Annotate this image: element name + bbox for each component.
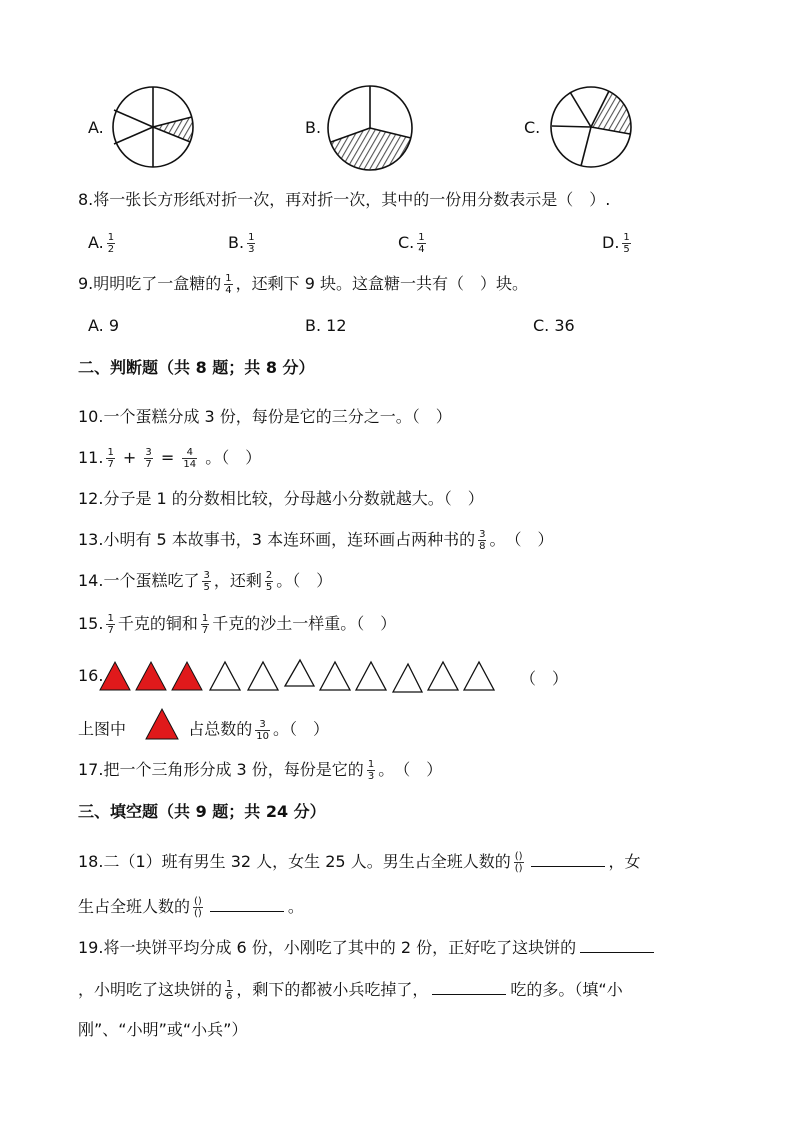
white-triangle bbox=[320, 662, 350, 690]
answer-blank[interactable] bbox=[432, 980, 506, 995]
pie-chart-a bbox=[110, 84, 196, 170]
white-triangle bbox=[285, 660, 314, 686]
question-16-paren: （ ） bbox=[520, 669, 569, 688]
question-15: 15. $\frac{1}{7}$ 千克的铜和 $\frac{1}{7}$ 千克的沙土一样重。（ ） bbox=[78, 613, 397, 636]
question-13: 13.小明有 5 本故事书，3 本连环画，连环画占两种书的 $\frac{3}{8}$ 。 （ ） bbox=[78, 529, 554, 552]
white-triangle bbox=[248, 662, 278, 690]
question-16-label: 16. bbox=[78, 666, 104, 685]
question-18-line-2: 生占全班人数的 $\frac{()}{()}$ 。 bbox=[78, 896, 304, 919]
q9-option-c[interactable]: C. 36 bbox=[533, 316, 575, 335]
q8-option-c[interactable]: C. $\frac{1}{4}$ bbox=[398, 232, 425, 255]
fraction: $\frac{1}{4}$ bbox=[225, 273, 232, 296]
question-19-line-3: 刚”、“小明”或“小兵”） bbox=[78, 1020, 248, 1039]
white-triangle bbox=[210, 662, 240, 690]
option-c-label: C. bbox=[524, 118, 541, 137]
option-b-label: B. bbox=[305, 118, 322, 137]
white-triangle bbox=[393, 664, 422, 692]
red-triangle bbox=[100, 662, 130, 690]
section-3-heading: 三、填空题（共 9 题；共 24 分） bbox=[78, 802, 326, 821]
pie-chart-c bbox=[548, 84, 634, 170]
fraction: $\frac{1}{4}$ bbox=[418, 232, 425, 255]
answer-blank[interactable] bbox=[580, 938, 654, 953]
triangle-row bbox=[100, 660, 500, 692]
red-triangle-icon bbox=[145, 708, 179, 740]
question-10: 10.一个蛋糕分成 3 份，每份是它的三分之一。（ ） bbox=[78, 407, 452, 426]
shaded-sector bbox=[331, 128, 411, 169]
white-triangle bbox=[428, 662, 458, 690]
question-17: 17.把一个三角形分成 3 份，每份是它的 $\frac{1}{3}$ 。 （ ） bbox=[78, 759, 443, 782]
q9-option-b[interactable]: B. 12 bbox=[305, 316, 347, 335]
section-2-heading: 二、判断题（共 8 题；共 8 分） bbox=[78, 358, 315, 377]
question-9-stem: 9.明明吃了一盒糖的 $\frac{1}{4}$ ，还剩下 9 块。这盒糖一共有（ ）块。 bbox=[78, 273, 529, 296]
fraction: $\frac{1}{3}$ bbox=[248, 232, 255, 255]
answer-blank[interactable] bbox=[531, 852, 605, 867]
q8-option-d[interactable]: D. $\frac{1}{5}$ bbox=[602, 232, 630, 255]
question-12: 12.分子是 1 的分数相比较，分母越小分数就越大。（ ） bbox=[78, 489, 484, 508]
question-18-line-1: 18.二（1）班有男生 32 人，女生 25 人。男生占全班人数的 $\frac{()}{()}$ ，女 bbox=[78, 851, 641, 874]
question-19-line-2: ，小明吃了这块饼的 $\frac{1}{6}$ ，剩下的都被小兵吃掉了， 吃的多。（填“小 bbox=[78, 979, 623, 1002]
white-triangle bbox=[356, 662, 386, 690]
red-triangle bbox=[136, 662, 166, 690]
fraction: $\frac{1}{2}$ bbox=[107, 232, 115, 255]
question-14: 14.一个蛋糕吃了 $\frac{3}{5}$ ，还剩 $\frac{2}{5}$ 。（ ） bbox=[78, 570, 333, 593]
question-19-line-1: 19.将一块饼平均分成 6 份，小刚吃了其中的 2 份，正好吃了这块饼的 bbox=[78, 936, 658, 960]
q9-option-a[interactable]: A. 9 bbox=[88, 316, 120, 335]
q8-option-b[interactable]: B. $\frac{1}{3}$ bbox=[228, 232, 255, 255]
fraction: $\frac{1}{5}$ bbox=[623, 232, 630, 255]
question-11: 11. $\frac{1}{7}$ + $\frac{3}{7}$ = $\frac{4}{14}$ 。（ ） bbox=[78, 447, 262, 470]
option-a-label: A. bbox=[88, 118, 104, 137]
answer-blank[interactable] bbox=[210, 897, 284, 912]
q8-option-a[interactable]: A. $\frac{1}{2}$ bbox=[88, 232, 115, 255]
pie-chart-b bbox=[326, 84, 414, 172]
question-8-stem: 8.将一张长方形纸对折一次，再对折一次，其中的一份用分数表示是（ ）. bbox=[78, 190, 611, 209]
red-triangle bbox=[172, 662, 202, 690]
white-triangle bbox=[464, 662, 494, 690]
question-16-statement: 上图中 占总数的 $\frac{3}{10}$ 。（ ） bbox=[78, 714, 329, 746]
